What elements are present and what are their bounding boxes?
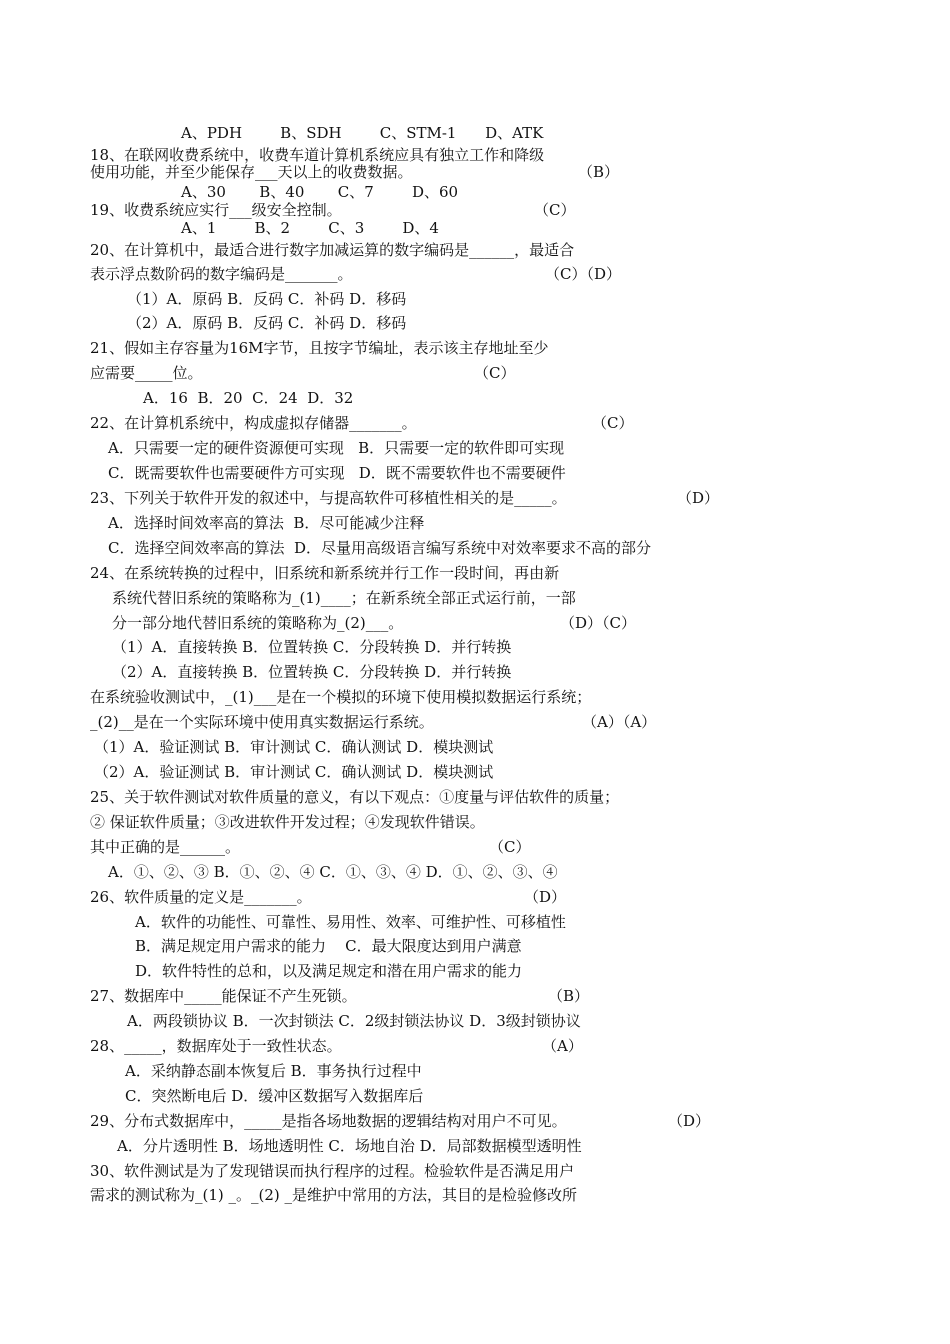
q21-line1: 21、假如主存容量为16M字节，且按字节编址，表示该主存地址至少 [90,339,549,357]
q17-options: A、PDH B、SDH C、STM-1 D、ATK [181,124,544,142]
q30-line2: 需求的测试称为_(1) _。_(2) _是维护中常用的方法，其目的是检验修改所 [90,1186,578,1204]
q26-options-3: D．软件特性的总和，以及满足规定和潜在用户需求的能力 [135,962,523,980]
q26-line1: 26、软件质量的定义是_______。 [90,888,312,906]
q27-line1: 27、数据库中_____能保证不产生死锁。 [90,987,357,1005]
q20-line2: 表示浮点数阶码的数字编码是_______。 [90,265,353,283]
q23-line1: 23、下列关于软件开发的叙述中，与提高软件可移植性相关的是_____。 [90,489,567,507]
q18-line2: 使用功能，并至少能保存___天以上的收费数据。 [90,163,413,181]
q21-answer: （C） [474,364,516,382]
q24-line3: 分一部分地代替旧系统的策略称为_(2)___。 [112,614,404,632]
q25-line3: 其中正确的是______。 [90,838,241,856]
q19-options: A、1 B、2 C、3 D、4 [181,219,439,237]
q19-answer: （C） [534,201,576,219]
q25-answer: （C） [489,838,531,856]
q24b-answer: （A）（A） [582,713,657,731]
q29-options: A．分片透明性 B．场地透明性 C．场地自治 D．局部数据模型透明性 [117,1137,582,1155]
q24b-line1: 在系统验收测试中，_(1)___是在一个模拟的环境下使用模拟数据运行系统； [90,688,592,706]
q29-answer: （D） [668,1112,711,1130]
q25-line2: ② 保证软件质量；③改进软件开发过程；④发现软件错误。 [90,813,485,831]
q22-options-2: C．既需要软件也需要硬件方可实现 D．既不需要软件也不需要硬件 [108,464,566,482]
q23-answer: （D） [677,489,720,507]
q24-options-2: （2）A．直接转换 B．位置转换 C．分段转换 D．并行转换 [112,663,512,681]
q24b-line2: _(2)__是在一个实际环境中使用真实数据运行系统。 [90,713,434,731]
q27-answer: （B） [548,987,590,1005]
q26-options-1: A．软件的功能性、可靠性、易用性、效率、可维护性、可移植性 [135,913,566,931]
q28-answer: （A） [542,1037,583,1055]
q24b-options-2: （2）A．验证测试 B．审计测试 C．确认测试 D．模块测试 [94,763,494,781]
q23-options-1: A．选择时间效率高的算法 B．尽可能减少注释 [108,514,425,532]
q22-options-1: A．只需要一定的硬件资源便可实现 B．只需要一定的软件即可实现 [108,439,565,457]
q22-answer: （C） [592,414,634,432]
q21-line2: 应需要_____位。 [90,364,203,382]
q26-answer: （D） [524,888,567,906]
q25-options: A．①、②、③ B．①、②、④ C．①、③、④ D．①、②、③、④ [108,863,558,881]
q28-options-2: C．突然断电后 D．缓冲区数据写入数据库后 [125,1087,424,1105]
q19-line1: 19、收费系统应实行___级安全控制。 [90,201,342,219]
q24b-options-1: （1）A．验证测试 B．审计测试 C．确认测试 D．模块测试 [94,738,494,756]
q18-answer: （B） [578,163,620,181]
q27-options: A．两段锁协议 B．一次封锁法 C．2级封锁法协议 D．3级封锁协议 [127,1012,581,1030]
q20-line1: 20、在计算机中，最适合进行数字加减运算的数字编码是______，最适合 [90,241,575,259]
q24-line1: 24、在系统转换的过程中，旧系统和新系统并行工作一段时间，再由新 [90,564,560,582]
q18-line1: 18、在联网收费系统中，收费车道计算机系统应具有独立工作和降级 [90,146,545,164]
q18-options: A、30 B、40 C、7 D、60 [181,183,459,201]
q21-options: A．16 B．20 C．24 D．32 [143,389,354,407]
q24-answer: （D）（C） [560,614,637,632]
q30-line1: 30、软件测试是为了发现错误而执行程序的过程。检验软件是否满足用户 [90,1162,575,1180]
q20-options-2: （2）A．原码 B．反码 C．补码 D．移码 [127,314,407,332]
q22-line1: 22、在计算机系统中，构成虚拟存储器_______。 [90,414,417,432]
q20-options-1: （1）A．原码 B．反码 C．补码 D．移码 [127,290,407,308]
q26-options-2: B．满足规定用户需求的能力 C．最大限度达到用户满意 [135,937,522,955]
q20-answer: （C）（D） [545,265,622,283]
q25-line1: 25、关于软件测试对软件质量的意义，有以下观点：①度量与评估软件的质量； [90,788,620,806]
q24-options-1: （1）A．直接转换 B．位置转换 C．分段转换 D．并行转换 [112,638,512,656]
q28-line1: 28、_____，数据库处于一致性状态。 [90,1037,342,1055]
q23-options-2: C．选择空间效率高的算法 D．尽量用高级语言编写系统中对效率要求不高的部分 [108,539,652,557]
q24-line2: 系统代替旧系统的策略称为_(1)____；在新系统全部正式运行前，一部 [112,589,576,607]
q29-line1: 29、分布式数据库中，_____是指各场地数据的逻辑结构对用户不可见。 [90,1112,567,1130]
q28-options-1: A．采纳静态副本恢复后 B．事务执行过程中 [125,1062,422,1080]
